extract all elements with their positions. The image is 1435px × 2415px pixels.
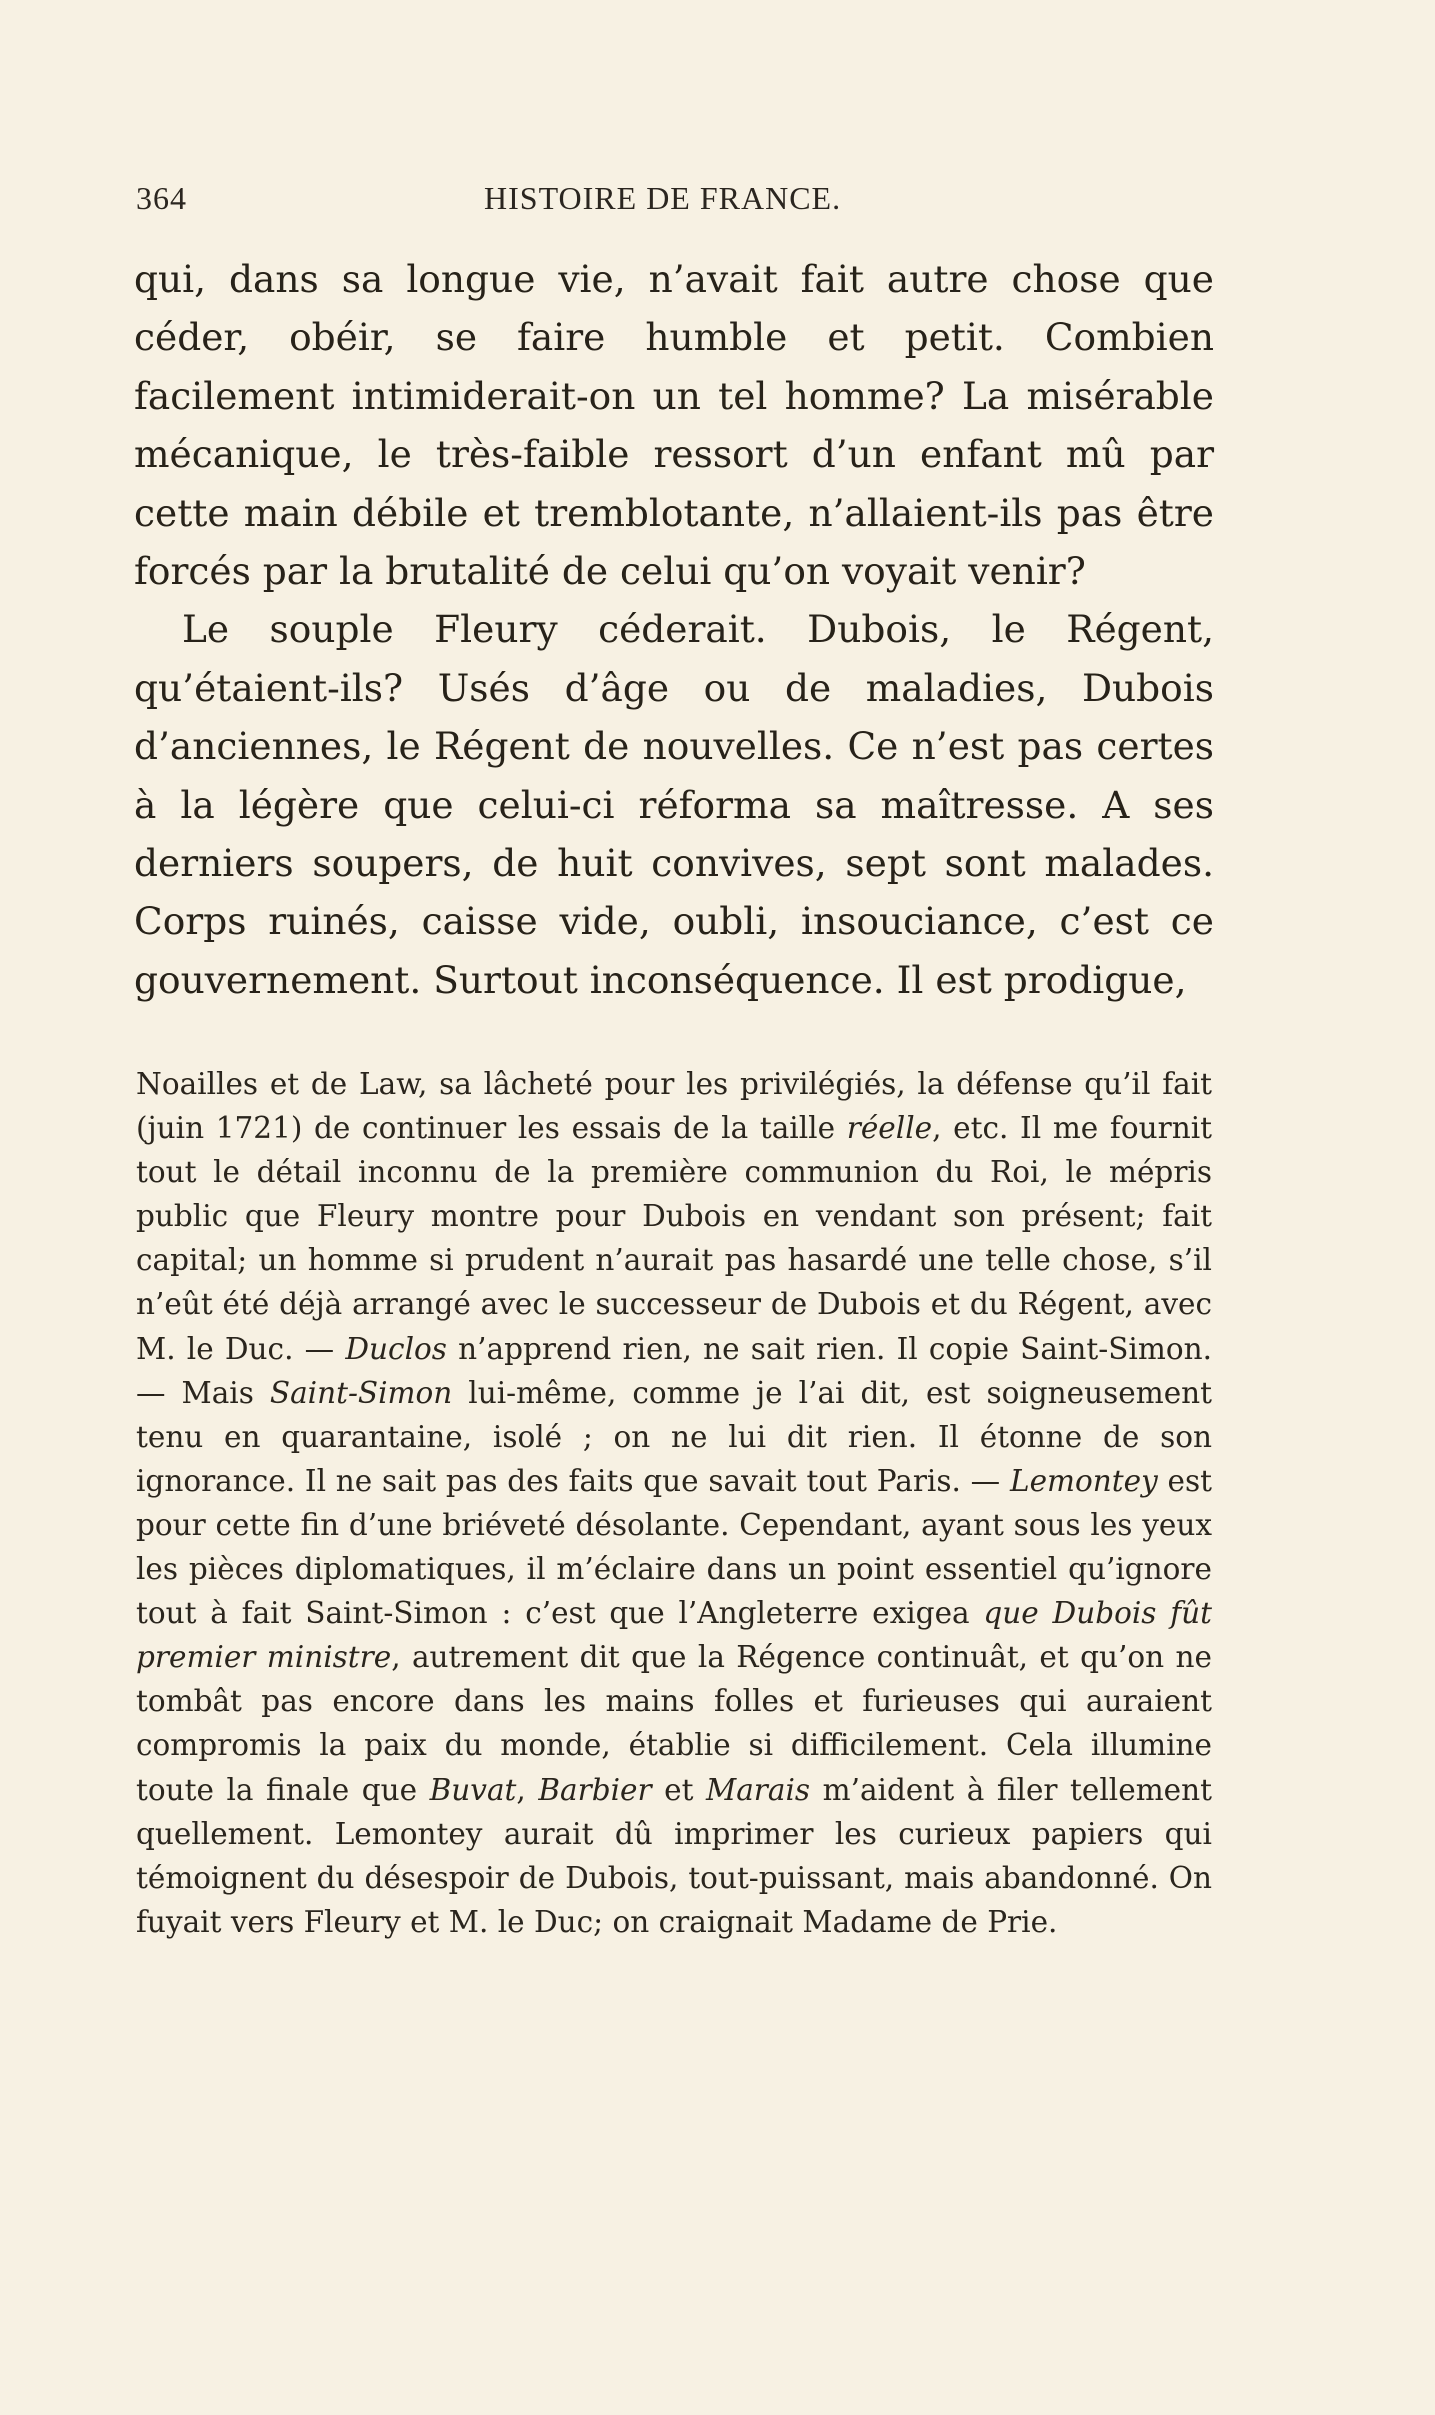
footnote-italic: que Dubois fût premier ministre bbox=[136, 1596, 1212, 1675]
page-number: 364 bbox=[136, 180, 187, 216]
main-paragraph-1: qui, dans sa longue vie, n’avait fait autre chose que céder, obéir, se faire humble et petit. Combien facilement intimiderait-on un tel homme? La misérable mécanique, le très-faible ressort d’un enfant mû par cette main débile et tremblotante, n’allaient-ils pas être forcés par la brutalité de celui qu’on voyait venir? bbox=[134, 257, 1214, 594]
footnote-italic-author: Buvat bbox=[429, 1772, 517, 1807]
footnote-italic-author: Lemontey bbox=[1009, 1463, 1158, 1498]
footnote-text: m’aident à filer tellement quellement. Lemontey aurait dû imprimer les curieux papiers qui témoignent du désespoir de Dubois, tout-puissant, mais abandonné. On fuyait vers Fleury et M. le Duc; on craignait Madame de Prie. bbox=[136, 1772, 1212, 1939]
footnote-italic-author: Saint-Simon bbox=[269, 1375, 453, 1410]
page-header bbox=[136, 180, 1216, 228]
main-paragraph-2: Le souple Fleury céderait. Dubois, le Régent, qu’étaient-ils? Usés d’âge ou de maladies, Dubois d’anciennes, le Régent de nouvelles. Ce n’est pas certes à la légère que celui-ci réforma sa maîtresse. A ses derniers soupers, de huit convives, sept sont malades. Corps ruinés, caisse vide, oubli, insouciance, c’est ce gouvernement. Surtout inconséquence. Il est prodigue, bbox=[134, 607, 1214, 1002]
footnote bbox=[136, 1062, 1212, 1944]
footnote-text: est pour cette fin d’une briéveté désolante. Cependant, ayant sous les yeux les pièces diplomatiques, il m’éclaire dans un point essentiel qu’ignore tout à fait Saint-Simon : c’est que l’Angleterre exigea bbox=[136, 1463, 1212, 1631]
footnote-italic-author: Marais bbox=[706, 1772, 811, 1807]
footnote-text: n’apprend rien, ne sait rien. Il copie Saint-Simon. — Mais bbox=[136, 1331, 1212, 1410]
footnote-italic-author: Duclos bbox=[345, 1331, 447, 1366]
footnote-text: , etc. Il me fournit tout le détail inconnu de la première communion du Roi, le mépris public que Fleury montre pour Dubois en vendant son présent; fait capital; un homme si prudent n’aurait pas hasardé une telle chose, s’il n’eût été déjà arrangé avec le successeur de Dubois et du Régent, avec M. le Duc. — bbox=[136, 1111, 1212, 1366]
footnote-paragraph bbox=[136, 1062, 1212, 1944]
footnote-italic: réelle bbox=[846, 1111, 933, 1146]
footnote-italic-author: Barbier bbox=[538, 1772, 652, 1807]
footnote-text: et bbox=[651, 1772, 706, 1807]
footnote-text: Noailles et de Law, sa lâcheté pour les privilégiés, la défense qu’il fait (juin 1721) de continuer les essais de la taille bbox=[136, 1067, 1212, 1146]
footnote-text: , autrement dit que la Régence continuât, et qu’on ne tombât pas encore dans les mains folles et furieuses qui auraient compromis la paix du monde, établie si difficilement. Cela illumine toute la finale que bbox=[136, 1640, 1212, 1807]
running-title: HISTOIRE DE FRANCE. bbox=[484, 180, 842, 216]
footnote-text: , bbox=[516, 1772, 539, 1807]
footnote-text: lui-même, comme je l’ai dit, est soigneusement tenu en quarantaine, isolé ; on ne lui dit rien. Il étonne de son ignorance. Il ne sait pas des faits que savait tout Paris. — bbox=[136, 1375, 1213, 1498]
main-text bbox=[134, 250, 1214, 1009]
